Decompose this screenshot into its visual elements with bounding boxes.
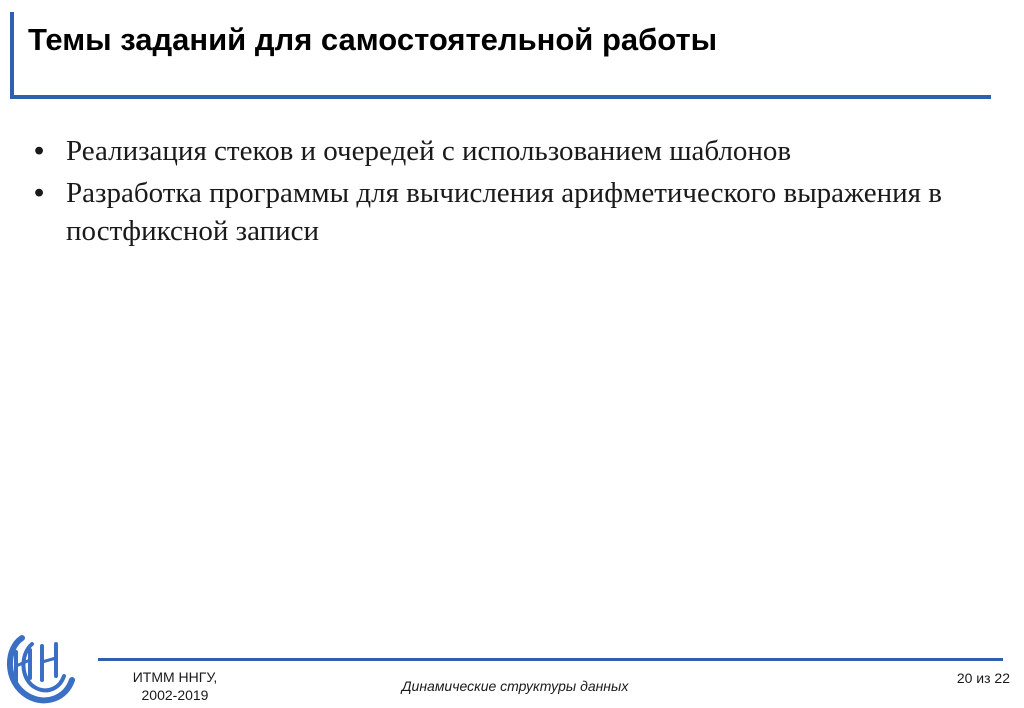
footer-organization — [110, 668, 240, 704]
bullet-item — [34, 174, 974, 250]
footer-divider — [98, 658, 1003, 661]
page-number: 20 из 22 — [956, 670, 1010, 686]
bullet-list — [34, 132, 974, 254]
unn-logo-icon — [2, 630, 76, 708]
bullet-item — [34, 132, 974, 170]
footer-course-title: Динамические структуры данных — [401, 678, 629, 694]
footer-years: 2002-2019 — [141, 687, 209, 703]
bullet-text: Реализация стеков и очередей с использованием шаблонов — [66, 135, 792, 167]
title-accent-bar — [10, 12, 14, 98]
footer-org-line: ИТММ ННГУ, — [132, 669, 218, 685]
bullet-text: Разработка программы для вычисления арифметического выражения в постфиксной записи — [66, 177, 942, 247]
bullet-marker: • — [34, 135, 45, 167]
title-underline — [10, 95, 991, 99]
slide-title: Темы заданий для самостоятельной работы — [28, 22, 718, 57]
bullet-marker: • — [34, 177, 45, 209]
